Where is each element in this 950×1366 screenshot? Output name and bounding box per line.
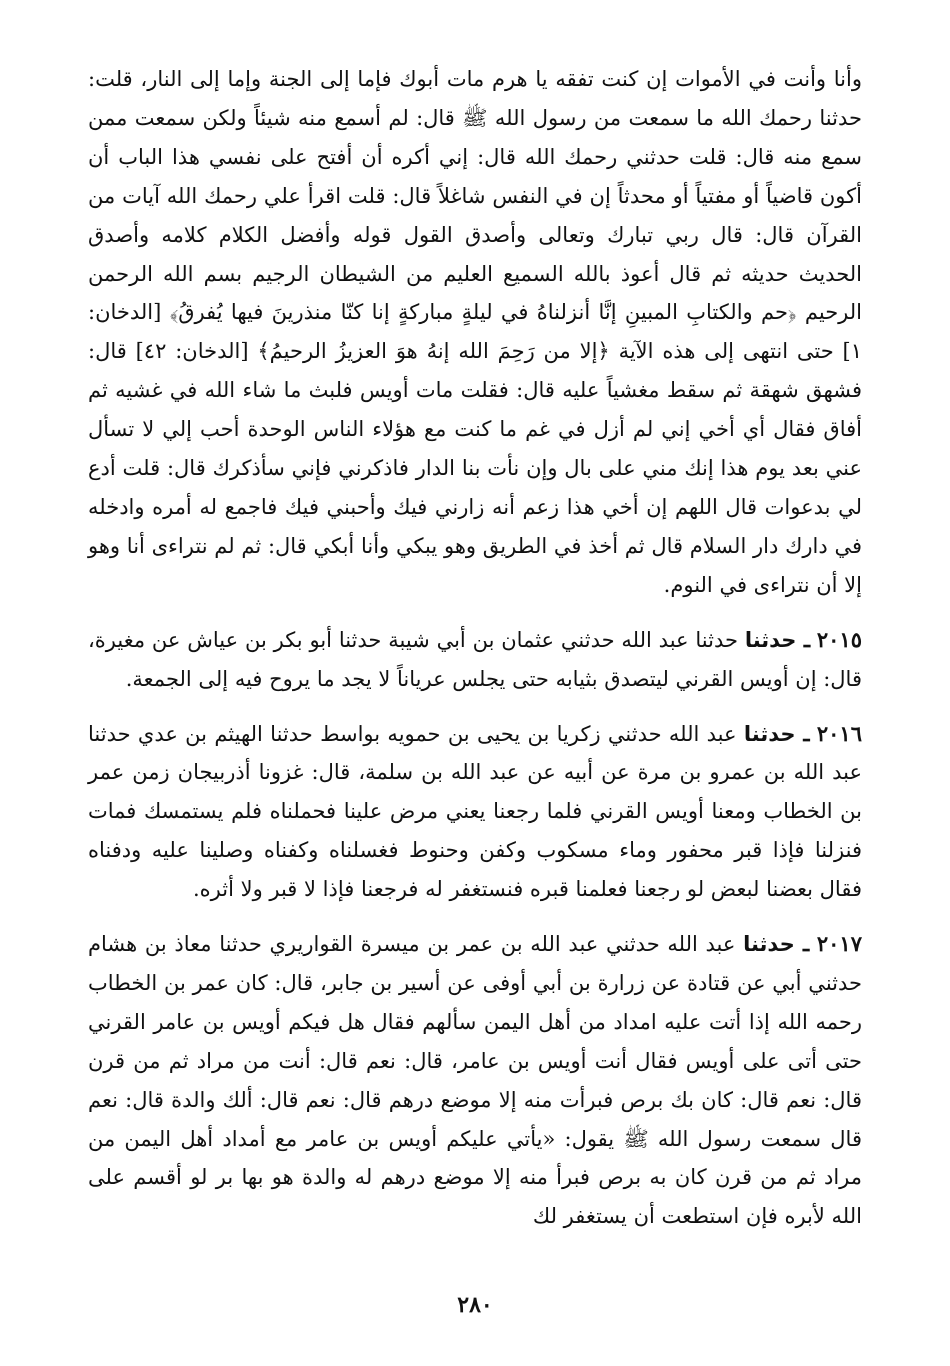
hadith-number: ٢٠١٦: [816, 720, 862, 746]
hadith-keyword: حدثنا: [743, 932, 795, 957]
paragraph-text: وأنا وأنت في الأموات إن كنت تفقه يا هرم مات أبوك فإما إلى الجنة وإما إلى النار، قلت: حدثنا رحمك الله ما سمعت من رسول الله ﷺ قال: لم أسمع منه شيئاً ولكن سمعت ممن سمع منه قال: قلت حدثني رحمك الله قال: إني أكره أن أفتح على نفسي هذا الباب أن أكون قاضياً أو مفتياً أو محدثاً إن في النفس شاغلاً قال: قلت اقرأ علي رحمك الله آيات من القرآن قال: قال ربي تبارك وتعالى وأصدق القول قوله وأفضل الكلام كلامه وأصدق الحديث حديثه ثم قال أعوذ بالله السميع العليم من الشيطان الرجيم بسم الله الرحمن الرحيم ﴿حم والكتابِ المبينِ إنَّا أنزلناهُ في ليلةٍ مباركةٍ إنا كنّا منذرينَ فيها يُفرقُ﴾ [الدخان: ١] حتى انتهى إلى هذه الآية ﴿إلا من رَحِمَ الله إنهُ هوَ العزيزُ الرحيمُ﴾ [الدخان: ٤٢] قال: فشهق شهقة ثم سقط مغشياً عليه قال: فقلت مات أويس فلبث ما شاء الله في غشيه ثم أفاق فقال أي أخي إني لم أزل في غم ما كنت مع هؤلاء الناس الوحدة أحب إلي لا تسأل عني بعد يوم هذا إنك مني على بال وإن نأت بنا الدار فاذكرني فإني سأذكرك قال: قلت أدع لي بدعوات قال اللهم إن أخي هذا زعم أنه زارني فيك وأحبني فيك فاجمع له أمره وادخله في دارك دار السلام قال ثم أخذ في الطريق وهو يبكي وأنا أبكي قال: ثم لم نتراءى أنا وهو إلا أن نتراءى في النوم.: [88, 67, 862, 597]
hadith-2017: ٢٠١٧ ـ حدثنا عبد الله حدثني عبد الله بن عمر بن ميسرة القواريري حدثنا معاذ بن هشام حدثني أبي عن قتادة عن زرارة بن أبي أوفى عن أسير بن جابر، قال: كان عمر بن الخطاب رحمه الله إذا أتت عليه امداد من أهل اليمن سألهم فقال هل فيكم أويس بن عامر القرني حتى أتى على أويس فقال أنت أويس بن عامر، قال: نعم قال: أنت من مراد ثم من قرن قال: نعم قال: كان بك برص فبرأت منه إلا موضع درهم قال: نعم قال: ألك والدة قال: نعم قال سمعت رسول الله ﷺ يقول: «يأتي عليكم أويس بن عامر مع أمداد أهل اليمن من مراد ثم من قرن كان به برص فبرأ منه إلا موضع درهم له والدة هو بها بر لو أقسم على الله لأبره فإن استطعت أن يستغفر لك: [88, 931, 863, 1229]
hadith-2015: ٢٠١٥ ـ حدثنا حدثنا عبد الله حدثني عثمان بن أبي شيبة حدثنا أبو بكر بن عياش عن مغيرة، قال: إن أويس القرني ليتصدق بثيابه حتى يجلس عرياناً لا يجد ما يروح فيه إلى الجمعة.: [88, 626, 862, 691]
hadith-number: ٢٠١٥: [816, 626, 862, 652]
paragraph-text: عبد الله حدثني عبد الله بن عمر بن ميسرة القواريري حدثنا معاذ بن هشام حدثني أبي عن قتادة عن زرارة بن أبي أوفى عن أسير بن جابر، قال: كان عمر بن الخطاب رحمه الله إذا أتت عليه امداد من أهل اليمن سألهم فقال هل فيكم أويس بن عامر القرني حتى أتى على أويس فقال أنت أويس بن عامر، قال: نعم قال: أنت من مراد ثم من قرن قال: نعم قال: كان بك برص فبرأت منه إلا موضع درهم قال: نعم قال: ألك والدة قال: نعم قال سمعت رسول الله ﷺ يقول: «يأتي عليكم أويس بن عامر مع أمداد أهل اليمن من مراد ثم من قرن كان به برص فبرأ منه إلا موضع درهم له والدة هو بها بر لو أقسم على الله لأبره فإن استطعت أن يستغفر لك: [88, 932, 863, 1229]
hadith-number: ٢٠١٧: [816, 931, 862, 957]
paragraph-text: عبد الله حدثني زكريا بن يحيى بن حمويه بواسط حدثنا الهيثم بن عدي حدثنا عبد الله بن عمرو بن مرة عن أبيه عن عبد الله بن سلمة، قال: غزونا أذربيجان زمن عمر بن الخطاب ومعنا أويس القرني فلما رجعنا يعني مرض علينا فحملناه فلم يستمسك فمات فنزلنا فإذا قبر محفور وماء مسكوب وكفن وحنوط فغسلناه وكفناه وصلينا عليه ودفناه فقال بعضنا لبعض لو رجعنا فعلمنا قبره فنستغفر له فرجعنا فإذا لا قبر ولا أثره.: [88, 721, 862, 902]
page-number: ٢٨٠: [457, 1292, 493, 1318]
paragraph-continuation: [88, 60, 862, 605]
hadith-keyword: حدثنا: [744, 627, 797, 652]
paragraph-text: حدثنا عبد الله حدثني عثمان بن أبي شيبة حدثنا أبو بكر بن عياش عن مغيرة، قال: إن أويس القرني ليتصدق بثيابه حتى يجلس عرياناً لا يجد ما يروح فيه إلى الجمعة.: [88, 627, 862, 691]
hadith-keyword: حدثنا: [743, 721, 796, 746]
hadith-2016: ٢٠١٦ ـ حدثنا عبد الله حدثني زكريا بن يحيى بن حمويه بواسط حدثنا الهيثم بن عدي حدثنا عبد الله بن عمرو بن مرة عن أبيه عن عبد الله بن سلمة، قال: غزونا أذربيجان زمن عمر بن الخطاب ومعنا أويس القرني فلما رجعنا يعني مرض علينا فحملناه فلم يستمسك فمات فنزلنا فإذا قبر محفور وماء مسكوب وكفن وحنوط فغسلناه وكفناه وصلينا عليه ودفناه فقال بعضنا لبعض لو رجعنا فعلمنا قبره فنستغفر له فرجعنا فإذا لا قبر ولا أثره.: [88, 720, 862, 902]
